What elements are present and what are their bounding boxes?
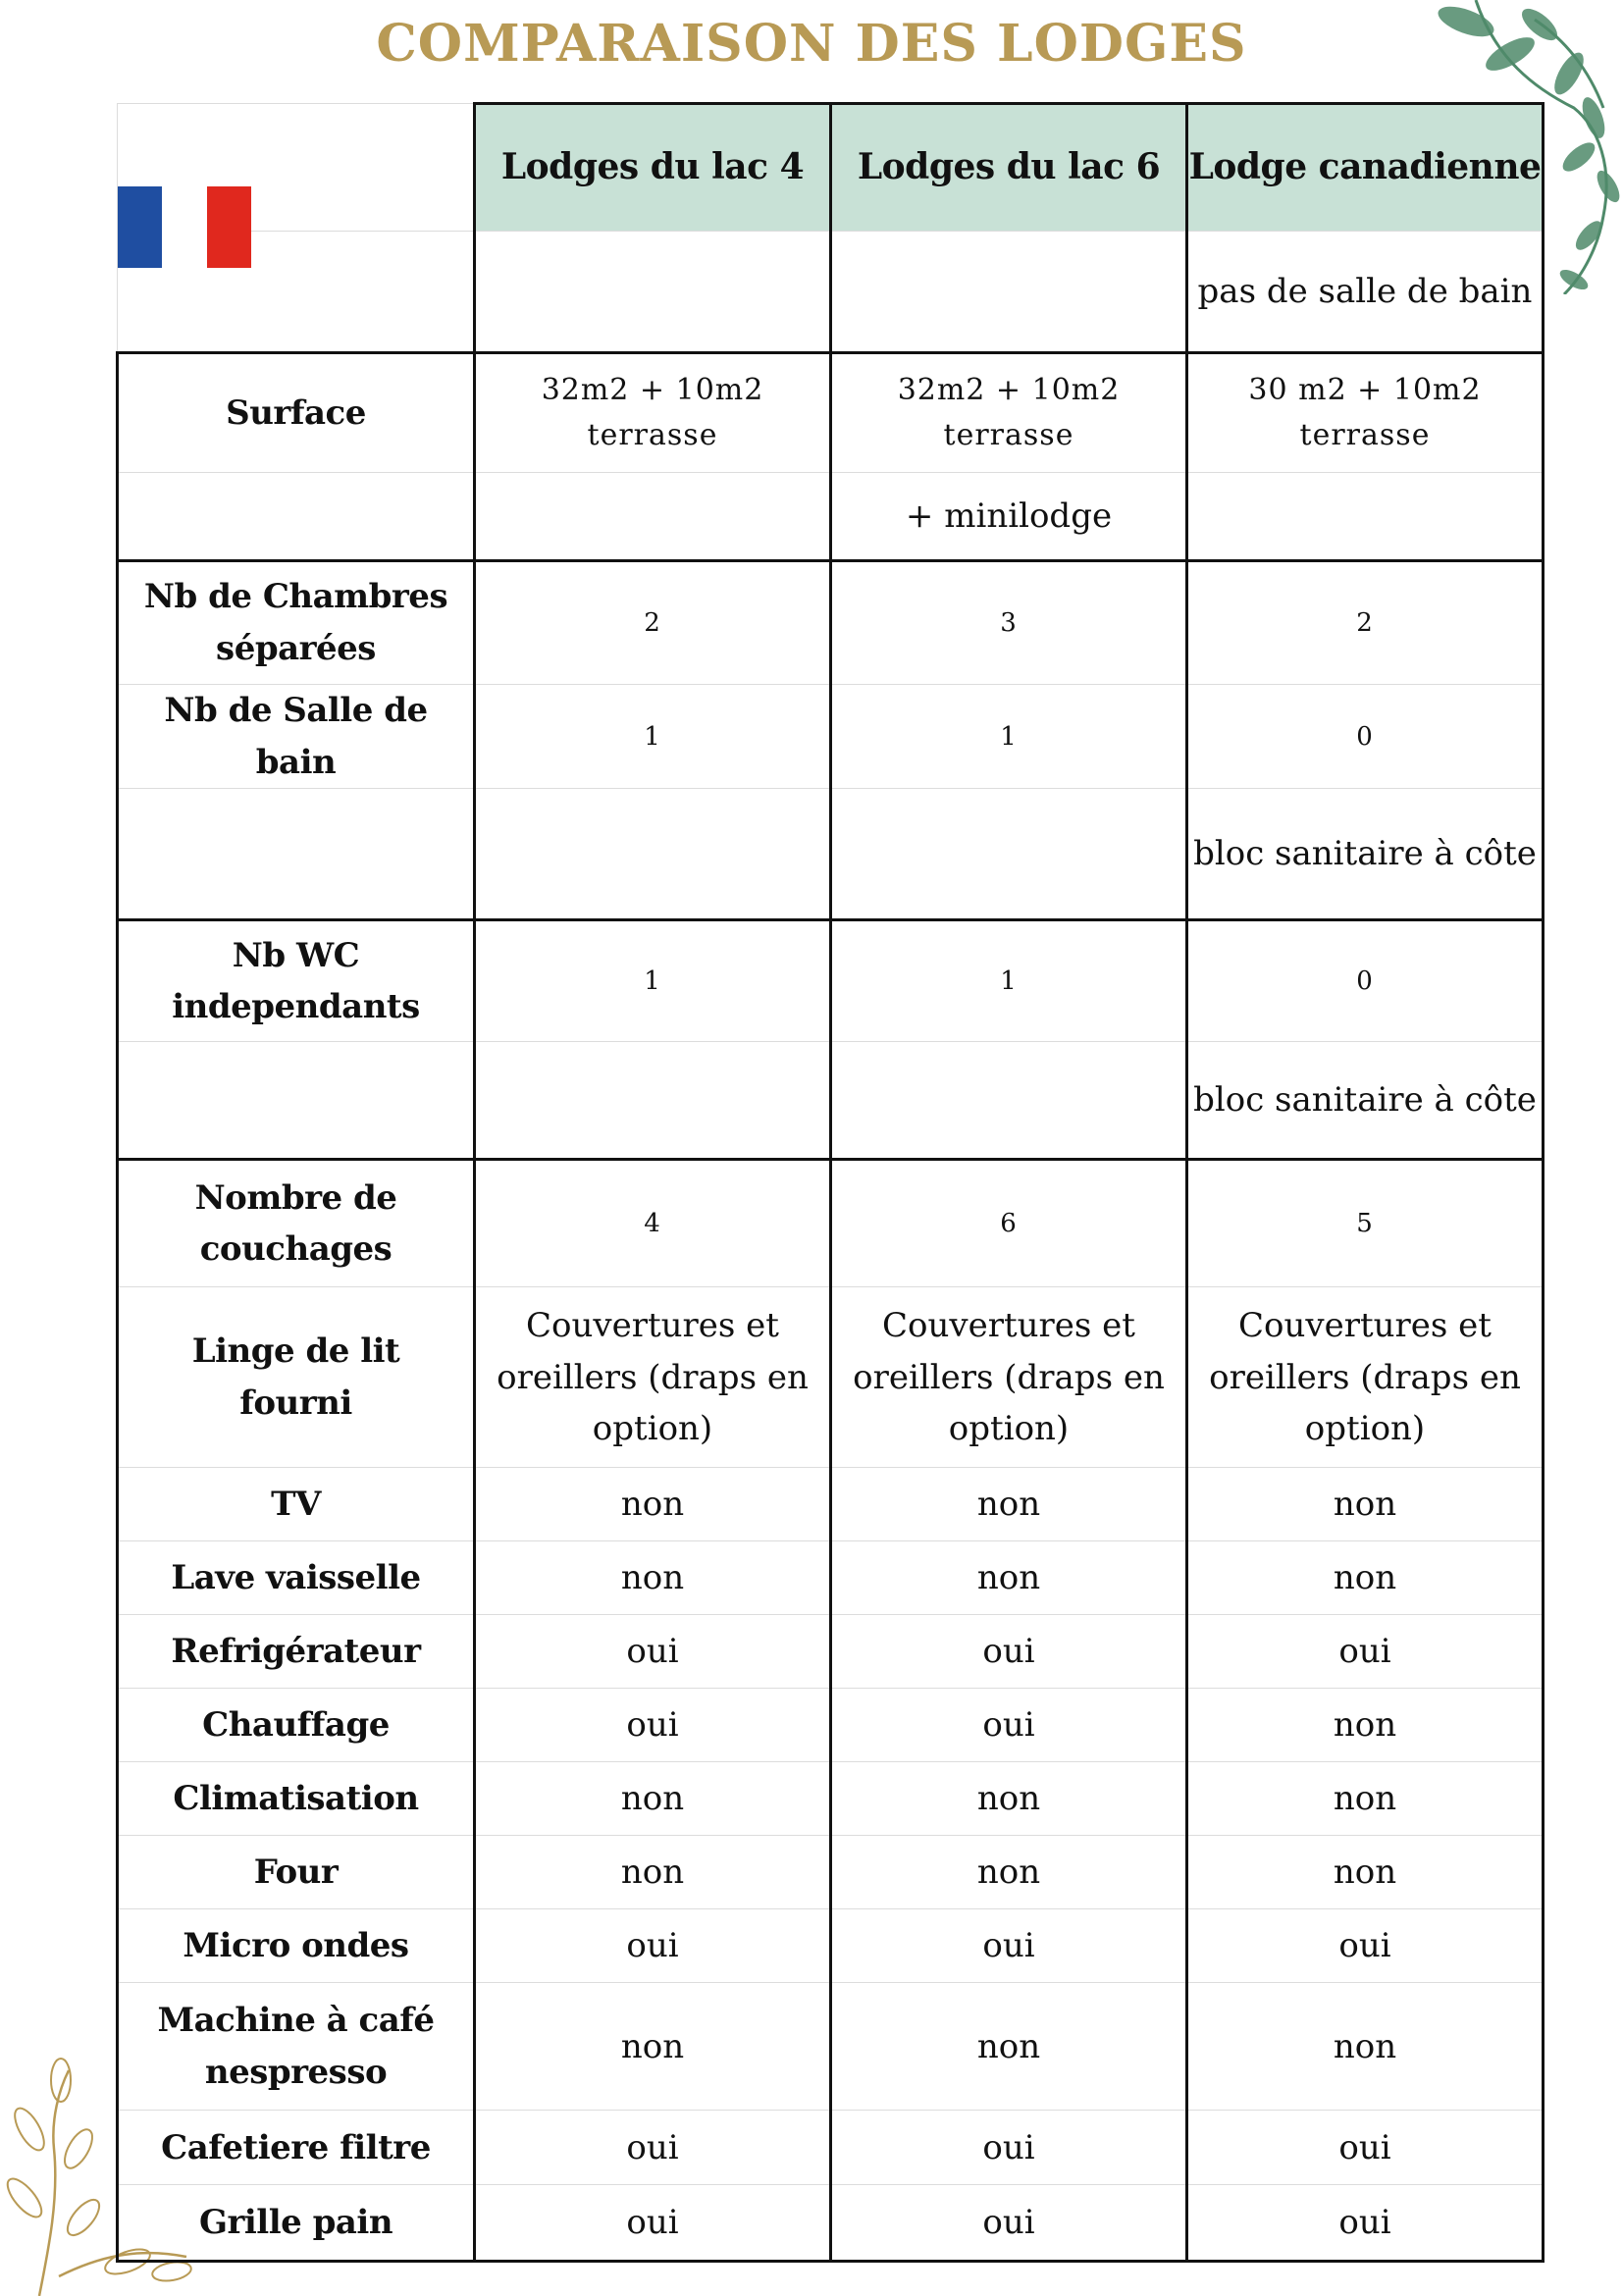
row-label — [118, 789, 475, 920]
row-label: Climatisation — [118, 1762, 475, 1836]
table-cell — [831, 232, 1187, 353]
table-cell: oui — [475, 1909, 831, 1983]
table-cell: oui — [831, 1909, 1187, 1983]
table-cell: non — [475, 1468, 831, 1541]
table-cell: non — [831, 1983, 1187, 2111]
table-cell: oui — [831, 2185, 1187, 2262]
row-label: Nb WC independants — [118, 920, 475, 1042]
row-label: Nb de Chambres séparées — [118, 561, 475, 685]
table-cell: oui — [1187, 2185, 1544, 2262]
row-label: Nb de Salle de bain — [118, 685, 475, 789]
table-cell: 2 — [475, 561, 831, 685]
table-row — [118, 473, 1544, 561]
table-cell: oui — [475, 2111, 831, 2185]
table-cell: oui — [1187, 1909, 1544, 1983]
table-row — [118, 789, 1544, 920]
french-flag-icon — [118, 186, 251, 268]
table-cell: non — [831, 1836, 1187, 1909]
table-cell: 6 — [831, 1160, 1187, 1287]
row-label: TV — [118, 1468, 475, 1541]
table-row — [118, 1615, 1544, 1689]
table-cell: non — [1187, 1983, 1544, 2111]
page-title: COMPARAISON DES LODGES — [376, 14, 1247, 74]
table-cell: 0 — [1187, 920, 1544, 1042]
table-cell: + minilodge — [831, 473, 1187, 561]
table-cell: 5 — [1187, 1160, 1544, 1287]
table-cell: 32m2 + 10m2 terrasse — [831, 353, 1187, 473]
column-header: Lodge canadienne — [1187, 104, 1544, 232]
table-cell: non — [475, 1762, 831, 1836]
table-cell: non — [831, 1468, 1187, 1541]
table-row — [118, 353, 1544, 473]
table-cell: Couvertures et oreillers (draps en option) — [1187, 1287, 1544, 1468]
table-row — [118, 1541, 1544, 1615]
table-row — [118, 1909, 1544, 1983]
flag-red-stripe — [207, 186, 251, 268]
table-cell: 1 — [831, 685, 1187, 789]
row-label — [118, 1042, 475, 1160]
row-label: Grille pain — [118, 2185, 475, 2262]
row-label: Chauffage — [118, 1689, 475, 1762]
table-cell: 32m2 + 10m2 terrasse — [475, 353, 831, 473]
table-cell: oui — [475, 2185, 831, 2262]
table-cell: 2 — [1187, 561, 1544, 685]
table-cell: non — [475, 1983, 831, 2111]
table-cell — [831, 789, 1187, 920]
table-row — [118, 2185, 1544, 2262]
table-row — [118, 1160, 1544, 1287]
table-cell — [475, 473, 831, 561]
flag-white-stripe — [162, 186, 206, 268]
table-cell: non — [1187, 1689, 1544, 1762]
table-row — [118, 561, 1544, 685]
table-cell: 1 — [831, 920, 1187, 1042]
table-cell: 0 — [1187, 685, 1544, 789]
table-cell: 1 — [475, 920, 831, 1042]
table-cell: oui — [475, 1615, 831, 1689]
table-cell: Couvertures et oreillers (draps en option) — [831, 1287, 1187, 1468]
table-row — [118, 1468, 1544, 1541]
table-cell: Couvertures et oreillers (draps en option) — [475, 1287, 831, 1468]
table-row — [118, 1983, 1544, 2111]
table-cell: bloc sanitaire à côte — [1187, 789, 1544, 920]
table-row — [118, 920, 1544, 1042]
table-row — [118, 232, 1544, 353]
column-header: Lodges du lac 6 — [831, 104, 1187, 232]
row-label: Refrigérateur — [118, 1615, 475, 1689]
table-cell — [475, 232, 831, 353]
table-cell — [831, 1042, 1187, 1160]
table-row — [118, 1287, 1544, 1468]
table-cell: bloc sanitaire à côte — [1187, 1042, 1544, 1160]
row-label — [118, 473, 475, 561]
flag-blue-stripe — [118, 186, 162, 268]
row-label: Linge de lit fourni — [118, 1287, 475, 1468]
table-cell — [475, 789, 831, 920]
table-cell: oui — [831, 1689, 1187, 1762]
lodge-comparison-table — [116, 102, 1544, 2263]
table-cell: non — [1187, 1541, 1544, 1615]
table-cell: non — [831, 1541, 1187, 1615]
table-row — [118, 1689, 1544, 1762]
row-label: Micro ondes — [118, 1909, 475, 1983]
table-row — [118, 2111, 1544, 2185]
table-cell: non — [475, 1541, 831, 1615]
row-label: Cafetiere filtre — [118, 2111, 475, 2185]
table-cell: 4 — [475, 1160, 831, 1287]
table-cell: pas de salle de bain — [1187, 232, 1544, 353]
table-cell: 1 — [475, 685, 831, 789]
row-label: Surface — [118, 353, 475, 473]
table-cell: non — [1187, 1762, 1544, 1836]
row-label: Machine à café nespresso — [118, 1983, 475, 2111]
table-cell: oui — [475, 1689, 831, 1762]
column-header: Lodges du lac 4 — [475, 104, 831, 232]
table-cell: non — [831, 1762, 1187, 1836]
header-row — [118, 104, 1544, 232]
table-row — [118, 1836, 1544, 1909]
table-cell: 30 m2 + 10m2 terrasse — [1187, 353, 1544, 473]
table-cell: oui — [1187, 2111, 1544, 2185]
table-cell: oui — [1187, 1615, 1544, 1689]
table-row — [118, 1042, 1544, 1160]
row-label: Lave vaisselle — [118, 1541, 475, 1615]
table-cell: non — [1187, 1468, 1544, 1541]
row-label: Nombre de couchages — [118, 1160, 475, 1287]
table-cell: oui — [831, 1615, 1187, 1689]
table-cell: non — [1187, 1836, 1544, 1909]
table-cell — [475, 1042, 831, 1160]
row-label: Four — [118, 1836, 475, 1909]
table-cell: non — [475, 1836, 831, 1909]
table-cell — [1187, 473, 1544, 561]
table-row — [118, 685, 1544, 789]
table-cell: oui — [831, 2111, 1187, 2185]
table-cell: 3 — [831, 561, 1187, 685]
table-row — [118, 1762, 1544, 1836]
